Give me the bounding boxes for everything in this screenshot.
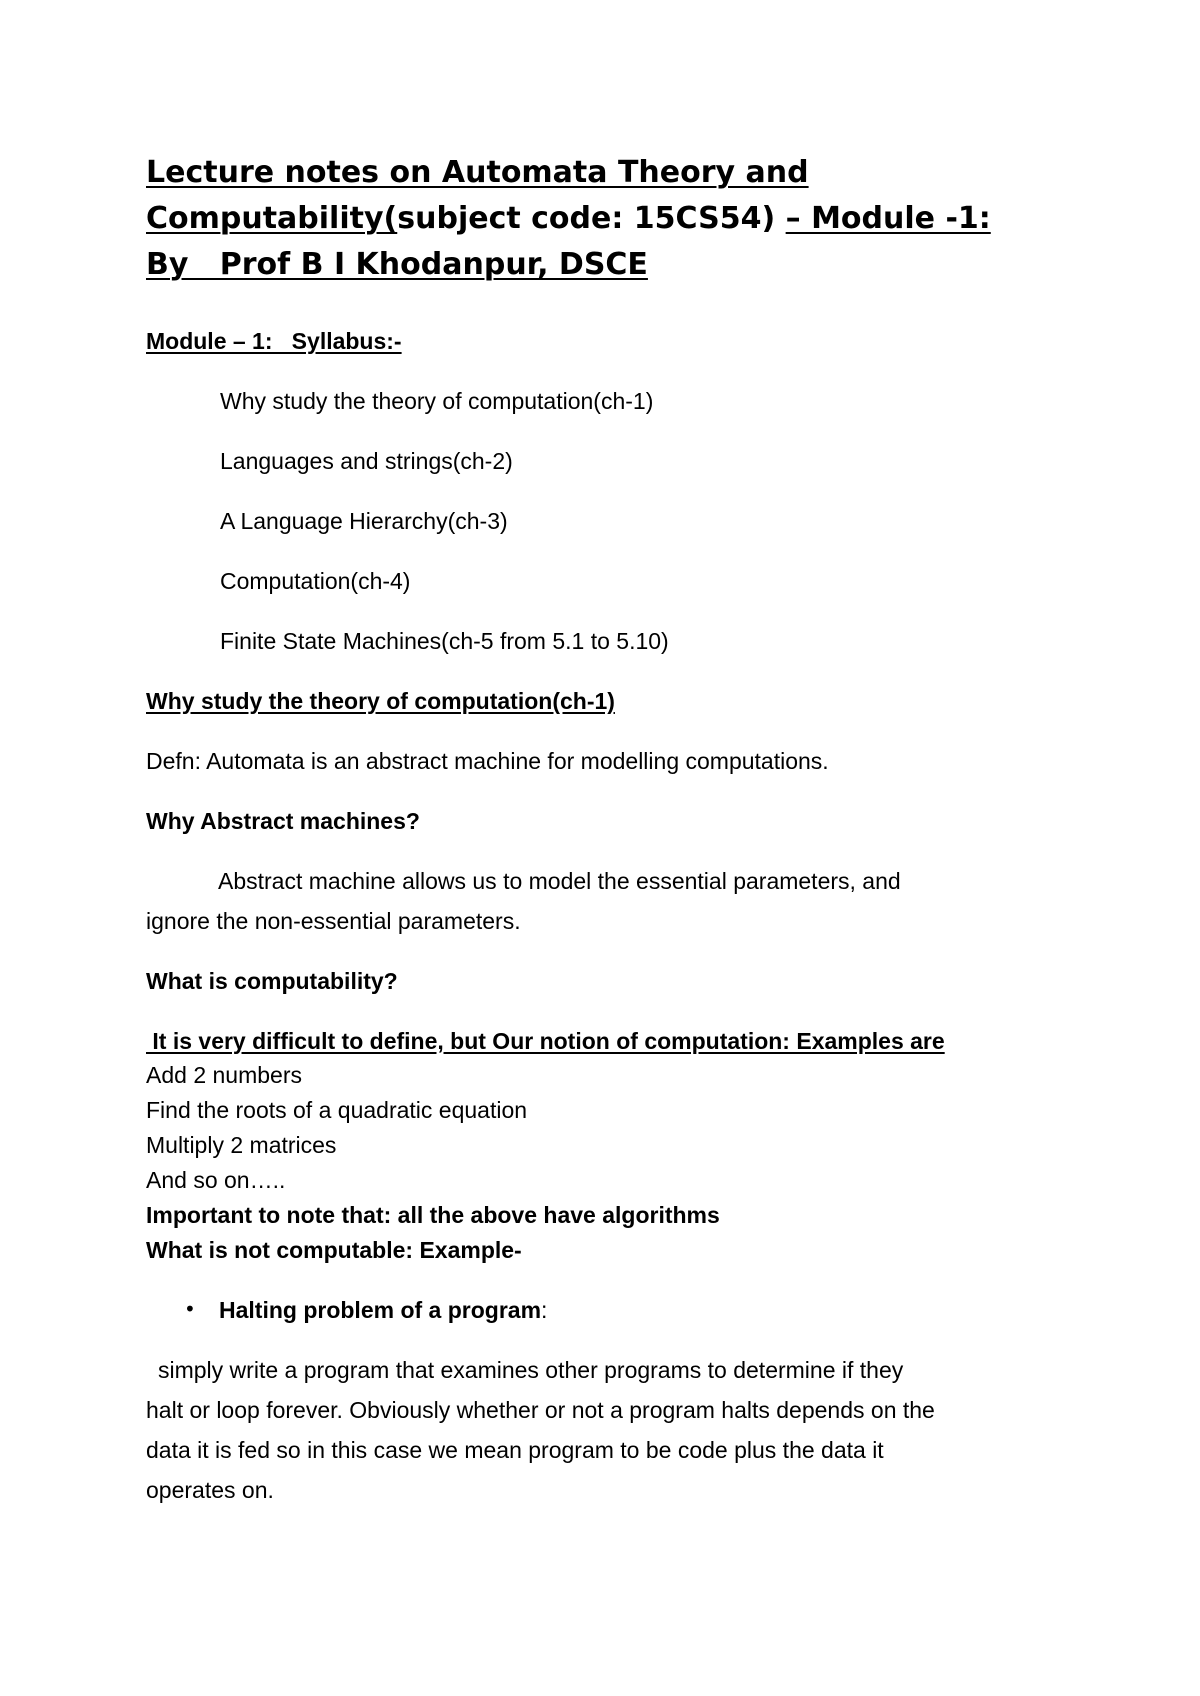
syllabus-item: Computation(ch-4) (220, 568, 411, 594)
not-computable-heading: What is not computable: Example- (146, 1237, 522, 1263)
syllabus-item: A Language Hierarchy(ch-3) (220, 508, 508, 534)
title-line-2-plain: subject code: 15CS54) (397, 201, 786, 236)
why-abstract-line-2: ignore the non-essential parameters. (146, 908, 521, 934)
important-note-label: Important to note that: (146, 1202, 392, 1228)
halting-label: Halting problem of a program (219, 1297, 542, 1323)
important-note (146, 1202, 720, 1229)
why-abstract-heading: Why Abstract machines? (146, 808, 420, 834)
computability-heading: What is computability? (146, 968, 398, 994)
halting-colon: : (541, 1297, 548, 1323)
syllabus-item: Languages and strings(ch-2) (220, 448, 513, 474)
title-line-2-tail: – Module -1: (785, 201, 991, 236)
definition-text: Defn: Automata is an abstract machine for modelling computations. (146, 748, 829, 774)
example-item: Find the roots of a quadratic equation (146, 1097, 528, 1123)
title-line-3-text: By Prof B I Khodanpur, DSCE (146, 247, 648, 282)
why-abstract-line-1: Abstract machine allows us to model the essential parameters, and (218, 868, 901, 894)
halting-paragraph-line: halt or loop forever. Obviously whether or not a program halts depends on the (146, 1397, 935, 1423)
document-title (146, 150, 1086, 288)
halting-label-line (219, 1297, 547, 1324)
title-line-2-underlined: Computability( (146, 201, 398, 236)
title-line-3 (146, 242, 1086, 288)
example-item: Add 2 numbers (146, 1062, 302, 1088)
syllabus-item: Why study the theory of computation(ch-1) (220, 388, 654, 414)
syllabus-item: Finite State Machines(ch-5 from 5.1 to 5.10) (220, 628, 669, 654)
title-line-2 (146, 196, 1086, 242)
syllabus-heading: Module – 1: Syllabus:- (146, 328, 402, 354)
bullet-icon: • (184, 1297, 196, 1321)
title-line-1-text: Lecture notes on Automata Theory and (146, 155, 809, 190)
halting-paragraph-line: operates on. (146, 1477, 274, 1503)
halting-paragraph-line: data it is fed so in this case we mean program to be code plus the data it (146, 1437, 884, 1463)
notion-heading: It is very difficult to define, but Our notion of computation: Examples are (146, 1028, 945, 1054)
important-note-value: all the above have algorithms (391, 1202, 720, 1228)
title-line-1 (146, 150, 1086, 196)
example-item: And so on….. (146, 1167, 286, 1193)
halting-paragraph-line: simply write a program that examines other programs to determine if they (158, 1357, 904, 1383)
section-heading: Why study the theory of computation(ch-1) (146, 688, 615, 714)
example-item: Multiply 2 matrices (146, 1132, 337, 1158)
